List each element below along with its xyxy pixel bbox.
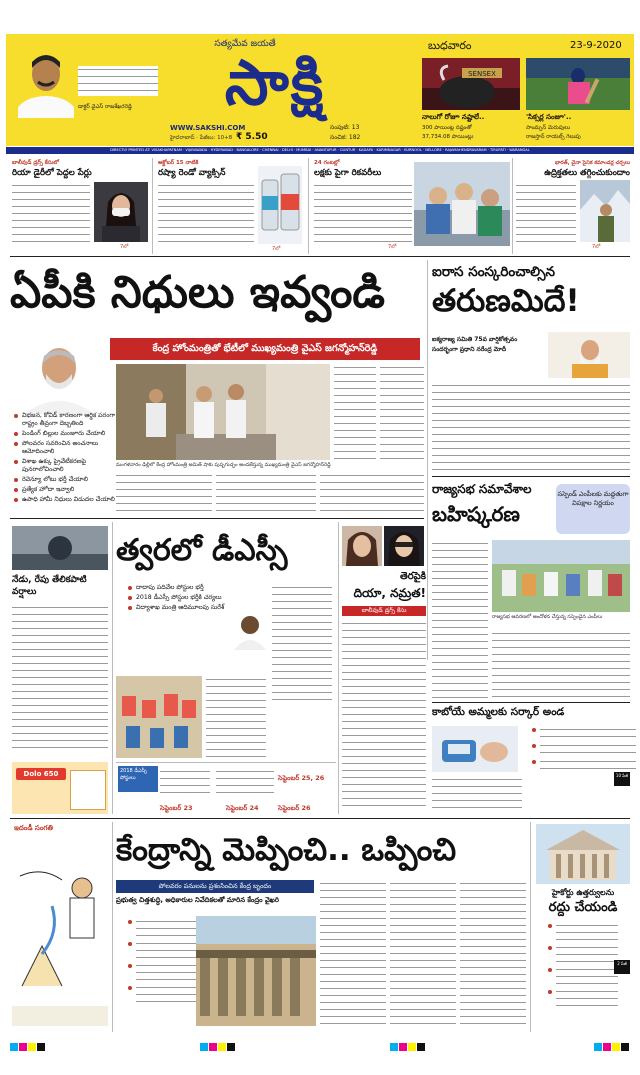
cartoon <box>12 836 108 1026</box>
drugs-headline: దియా, నమ్రత! <box>353 586 426 600</box>
lead-bullets <box>12 412 122 506</box>
teaser2-title: 'సిక్సర్ల సంజూ'.. <box>526 113 572 121</box>
top-story-2-kicker: అక్టోబర్ 15 నాటికి <box>158 160 199 166</box>
divider <box>338 522 339 814</box>
top-story-4-body <box>516 182 576 242</box>
motto: సత్యమేవ జయతే <box>214 39 276 49</box>
price: ₹ 5.50 <box>236 132 268 142</box>
court-page[interactable]: 2 పేజీ <box>614 960 630 974</box>
lead-body-col <box>380 364 424 460</box>
top-story-3-page[interactable]: 7లో <box>388 244 397 250</box>
boycott-kicker: రాజ్యసభ సమావేశాల <box>432 482 532 496</box>
rule <box>10 256 630 257</box>
home-minister-photo <box>14 334 104 414</box>
lead-photo-caption: మంగళవారం ఢిల్లీలో కేంద్ర హోంమంత్రి అమిత్ షాకు పుష్పగుచ్ఛం అందజేస్తున్న ముఖ్యమంత్రి వైఎస్ జగన్మోహన్‌రెడ్డి <box>116 462 331 468</box>
svg-text:SENSEX: SENSEX <box>468 70 496 78</box>
women-body <box>432 776 522 812</box>
date: 23-9-2020 <box>570 40 622 51</box>
stat2-value: సెప్టెంబర్ 24 <box>226 804 259 812</box>
dsc-headline: త్వరలో డీఎస్సీ <box>116 533 288 568</box>
issue: సంచిక: 182 <box>330 134 361 141</box>
stat1-label: 2018 డీఎస్సీ పోస్టులు <box>118 766 158 792</box>
top-story-1-page[interactable]: 7లో <box>120 244 129 250</box>
actress-photo-1 <box>342 526 382 566</box>
bullet <box>556 966 618 986</box>
dsc-body <box>272 584 332 704</box>
cricket-teaser-image <box>526 58 630 110</box>
lead-photo <box>116 364 330 460</box>
pm-headline: తరుణమిదే! <box>432 283 580 319</box>
top-story-2-title: రష్యా రెండో వ్యాక్సిన్ <box>158 168 226 178</box>
stat-text <box>216 768 274 798</box>
pm-photo <box>548 332 630 378</box>
top-story-3-title: లక్షకు పైగా రికవరీలు <box>314 168 382 178</box>
bullet <box>136 940 204 960</box>
bullet <box>136 984 204 1004</box>
sensex-teaser-image <box>422 58 520 110</box>
bottom-body <box>320 880 386 1026</box>
teaser1-line1: 300 పాయింట్ల నష్టంతో <box>422 125 472 131</box>
boycott-tag: సస్పెండ్ ఎంపీలకు మద్దతుగా విపక్షాల నిర్ణయం <box>556 484 630 534</box>
drugs-kicker: తెరపైకి <box>399 571 426 582</box>
top-story-4-page[interactable]: 7లో <box>592 244 601 250</box>
divider <box>112 522 113 814</box>
top-story-2-photo <box>258 166 302 244</box>
ad-product <box>70 770 106 810</box>
pm-body <box>432 382 630 470</box>
boycott-headline: బహిష్కరణ <box>432 502 520 526</box>
stat-text <box>160 768 210 798</box>
boycott-body <box>432 540 488 700</box>
divider <box>530 822 531 1032</box>
bullet <box>136 962 204 982</box>
bottom-sub1: పోలవరం పనులను ప్రశంసించిన కేంద్ర బృందం <box>116 880 314 893</box>
divider <box>112 822 113 1032</box>
weather-body <box>12 604 108 754</box>
dsc-minister-photo <box>230 610 270 650</box>
bottom-sub2: ప్రభుత్వ చిత్తశుద్ధి, అధికారుల నివేదికలతో మారిన కేంద్రం వైఖరి <box>116 896 279 904</box>
bullet: విద్యాశాఖ మంత్రి ఆదిమూలపు సురేశ్ <box>136 604 246 612</box>
bullet: రెవెన్యూ లోటు భర్తీ చేయాలి <box>22 476 122 484</box>
court-kicker: హైకోర్టు ఉత్తర్వులను <box>551 888 615 897</box>
bullet: పోలవరం సవరించిన అంచనాలు ఆమోదించాలి <box>22 440 122 456</box>
bullet: పెండింగ్ బిల్లుల మంజూరు చేయాలి <box>22 430 122 438</box>
pm-sub1: ఐక్యరాజ్య సమితి 75వ వార్షికోత్సవం <box>432 336 518 343</box>
women-bullets <box>530 726 636 774</box>
top-story-1-photo <box>94 182 148 242</box>
teaser2-line2: రాజస్తాన్ రాయల్స్ గెలుపు <box>526 134 581 140</box>
bullet <box>556 988 618 1008</box>
women-headline: కాబోయే అమ్మలకు సర్కార్ అండ <box>432 706 565 718</box>
weekday: బుధవారం <box>428 39 472 52</box>
top-story-1-kicker: బాలీవుడ్ డ్రగ్స్ కేసులో <box>12 160 60 166</box>
polavaram-photo <box>196 916 316 1026</box>
editions-strip: DIRECTLY PRINTED AT: VISAKHAPATNAM · VIJAYAWADA · HYDERABAD · BANGALORE · CHENNAI · DELHI · MUMBAI · ANANTAPUR · GUNTUR · KADAPA · KARIMNAGAR · KURNOOL · NELLORE · RAJAMAHENDRAVARAM · TIRUPATI · WARANGAL <box>6 147 634 154</box>
stat3-value: సెప్టెంబర్ 25, 26 <box>278 774 325 782</box>
lead-subhead: కేంద్ర హోంమంత్రితో భేటీలో ముఖ్యమంత్రి వైఎస్ జగన్మోహన్‌రెడ్డి <box>110 338 420 360</box>
rule <box>432 476 630 477</box>
lead-body-col <box>320 472 424 512</box>
rule <box>10 518 424 519</box>
lead-body-col <box>334 364 376 460</box>
lead-body-col <box>116 472 212 512</box>
stat4-value: సెప్టెంబర్ 26 <box>278 804 311 812</box>
top-story-1-body <box>12 182 90 242</box>
volume: సంపుటి: 13 <box>330 124 360 131</box>
teaser1-line2: 37,734.08 పాయింట్లు <box>422 134 474 140</box>
dsc-exam-photo <box>116 676 202 758</box>
boycott-body <box>492 630 630 700</box>
rule <box>432 702 630 703</box>
pm-sub2: సందర్భంగా ప్రధాని నరేంద్ర మోదీ <box>432 346 507 353</box>
divider <box>427 260 428 660</box>
pm-kicker: ఐరాస సంస్కరించాల్సిన <box>432 264 555 280</box>
cartoon-label: ఇదండీ సంగతి <box>14 824 53 832</box>
bottom-body <box>390 880 456 1026</box>
court-bullets <box>546 922 618 1010</box>
drugs-sub: బాలీవుడ్ డ్రగ్స్ కేసు <box>342 606 426 616</box>
founder-caption: డాక్టర్ వైఎస్ రాజశేఖరరెడ్డి <box>78 104 132 110</box>
bullet: దాదాపు పదివేల పోస్టుల భర్తీ <box>136 584 246 592</box>
teaser2-line1: సాంమ్సన్ మెరుపులు <box>526 125 571 131</box>
top-story-1-title: రియా డైరీలో పెద్దల పేర్లు <box>12 168 92 178</box>
high-court-photo <box>536 824 630 884</box>
actress-photo-2 <box>384 526 424 566</box>
divider <box>308 158 309 254</box>
women-photo <box>432 726 518 772</box>
divider <box>152 158 153 254</box>
meta-line: హైదరాబాద్ · పేజీలు: 10+8 <box>170 135 233 141</box>
website: WWW.SAKSHI.COM <box>170 124 246 132</box>
boycott-photo <box>492 540 630 612</box>
founder-quote <box>78 66 158 100</box>
bullet: విభజన, కోవిడ్ కారణంగా ఆర్థిక పరంగా రాష్ట్రం తీవ్రంగా దెబ్బతింది <box>22 412 122 428</box>
top-story-4-title: ఉద్రిక్తతలు తగ్గించుకుందాం <box>544 168 630 178</box>
court-headline: రద్దు చేయండి <box>548 900 618 915</box>
bottom-headline: కేంద్రాన్ని మెప్పించి.. ఒప్పించి <box>116 832 457 868</box>
top-story-4-photo <box>580 180 630 242</box>
top-story-2-body <box>158 182 254 242</box>
boycott-photo-caption: రాజ్యసభ ఆవరణలో ఆందోళన చేస్తున్న సస్పెండైన ఎంపీలు <box>492 614 603 620</box>
bullet <box>540 758 636 772</box>
lead-body-col <box>216 472 316 512</box>
stat1-value: సెప్టెంబర్ 23 <box>160 804 193 812</box>
bullet <box>556 922 618 942</box>
dsc-body <box>206 676 266 758</box>
founder-portrait <box>18 44 74 118</box>
registration-marks <box>10 1036 630 1044</box>
top-story-3-kicker: 24 గంటల్లో <box>314 160 340 166</box>
rule <box>10 818 630 819</box>
bullet: 2018 డీఎస్సీ పోస్టుల భర్తీకి చర్యలు <box>136 594 246 602</box>
weather-photo <box>12 526 108 570</box>
ad-brand: Dolo 650 <box>16 768 66 780</box>
bullet <box>540 726 636 740</box>
lead-headline: ఏపీకి నిధులు ఇవ్వండి <box>10 267 385 318</box>
women-page[interactable]: 10 పేజీ <box>614 772 630 786</box>
bullet: విశాఖ ఉక్కు ప్రైవేటీకరణపై పునరాలోచించాలి <box>22 458 122 474</box>
top-story-2-page[interactable]: 7లో <box>272 246 281 252</box>
dsc-bullets <box>126 584 246 614</box>
bullet: ప్రత్యేక హోదా ఇవ్వాలి <box>22 486 122 494</box>
bullet: ఉపాధి హామీ నిధులు విడుదల చేయాలి <box>22 496 122 504</box>
weather-title: నేడు, రేపు తేలికపాటి వర్షాలు <box>12 575 87 597</box>
top-story-3-body <box>314 182 412 242</box>
top-story-4-kicker: భారత్, చైనా సైనిక కమాండర్ల చర్చలు <box>554 160 630 166</box>
bullet <box>540 742 636 756</box>
drugs-body <box>342 620 426 810</box>
bottom-bullets <box>126 918 204 1006</box>
bottom-body <box>460 880 526 1026</box>
teaser1-title: నాలుగో రోజూ నష్టాలే.. <box>422 113 485 121</box>
newspaper-logo: సాక్షి <box>224 46 326 119</box>
bullet <box>556 944 618 964</box>
bullet <box>136 918 204 938</box>
